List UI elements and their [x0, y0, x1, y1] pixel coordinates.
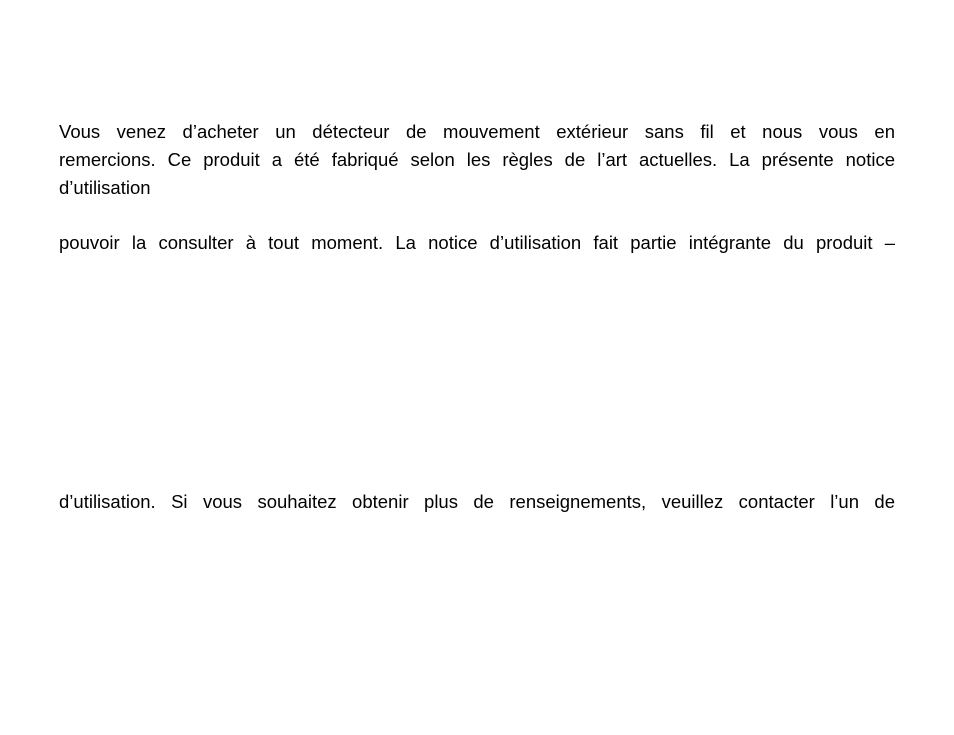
paragraph-line: Vous venez d’acheter un détecteur de mouvement extérieur sans fil et nous vous en	[59, 121, 895, 142]
paragraph-intro	[59, 118, 895, 202]
paragraph-line: d’utilisation. Si vous souhaitez obtenir plus de renseignements, veuillez contacter l’un de	[59, 491, 895, 512]
paragraph-line: d’utilisation	[59, 177, 151, 198]
paragraph-line: remercions. Ce produit a été fabriqué selon les règles de l’art actuelles. La présente notice	[59, 149, 895, 170]
paragraph-consult	[59, 229, 895, 257]
paragraph-contact	[59, 488, 895, 516]
paragraph-line: pouvoir la consulter à tout moment. La notice d’utilisation fait partie intégrante du produit –	[59, 232, 895, 253]
